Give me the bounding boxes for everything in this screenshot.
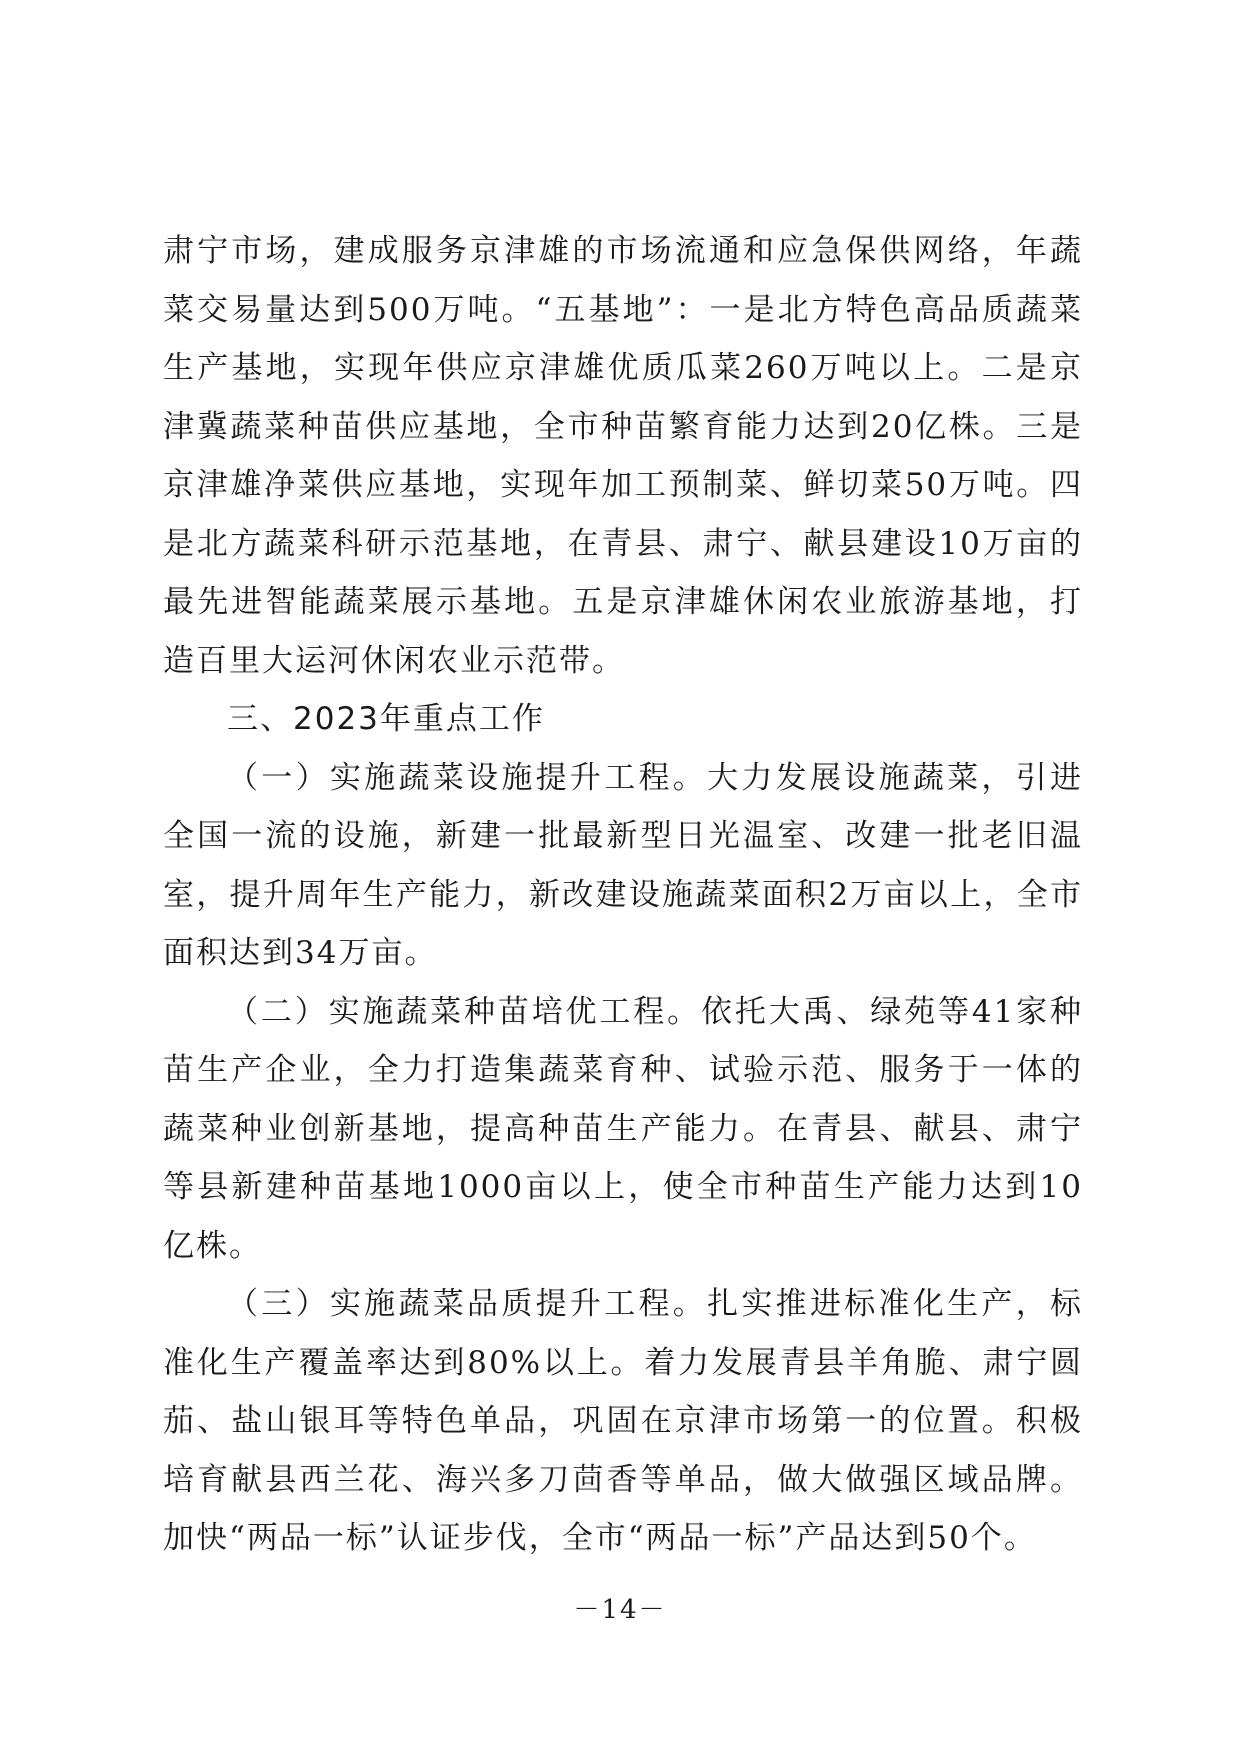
paragraph-item-3: （三）实施蔬菜品质提升工程。扎实推进标准化生产，标准化生产覆盖率达到80%以上。着力发展青县羊角脆、肃宁圆茄、盐山银耳等特色单品，巩固在京津市场第一的位置。积极培育献县西兰花、海兴多刀茴香等单品，做大做强区域品牌。加快“两品一标”认证步伐，全市“两品一标”产品达到50个。: [163, 1286, 1083, 1556]
page-number: －14－: [573, 1595, 667, 1625]
paragraph-continued: 肃宁市场，建成服务京津雄的市场流通和应急保供网络，年蔬菜交易量达到500万吨。“五基地”：一是北方特色高品质蔬菜生产基地，实现年供应京津雄优质瓜菜260万吨以上。二是京津冀蔬菜种苗供应基地，全市种苗繁育能力达到20亿株。三是京津雄净菜供应基地，实现年加工预制菜、鲜切菜50万吨。四是北方蔬菜科研示范基地，在青县、肃宁、献县建设10万亩的最先进智能蔬菜展示基地。五是京津雄休闲农业旅游基地，打造百里大运河休闲农业示范带。: [163, 233, 1083, 679]
document-body: [163, 222, 1083, 1568]
paragraph-item-1: （一）实施蔬菜设施提升工程。大力发展设施蔬菜，引进全国一流的设施，新建一批最新型日光温室、改建一批老旧温室，提升周年生产能力，新改建设施蔬菜面积2万亩以上，全市面积达到34万亩。: [163, 759, 1083, 971]
paragraph-item-2: （二）实施蔬菜种苗培优工程。依托大禹、绿苑等41家种苗生产企业，全力打造集蔬菜育种、试验示范、服务于一体的蔬菜种业创新基地，提高种苗生产能力。在青县、献县、肃宁等县新建种苗基地1000亩以上，使全市种苗生产能力达到10亿株。: [163, 993, 1083, 1264]
section-heading: 三、2023年重点工作: [227, 701, 545, 737]
